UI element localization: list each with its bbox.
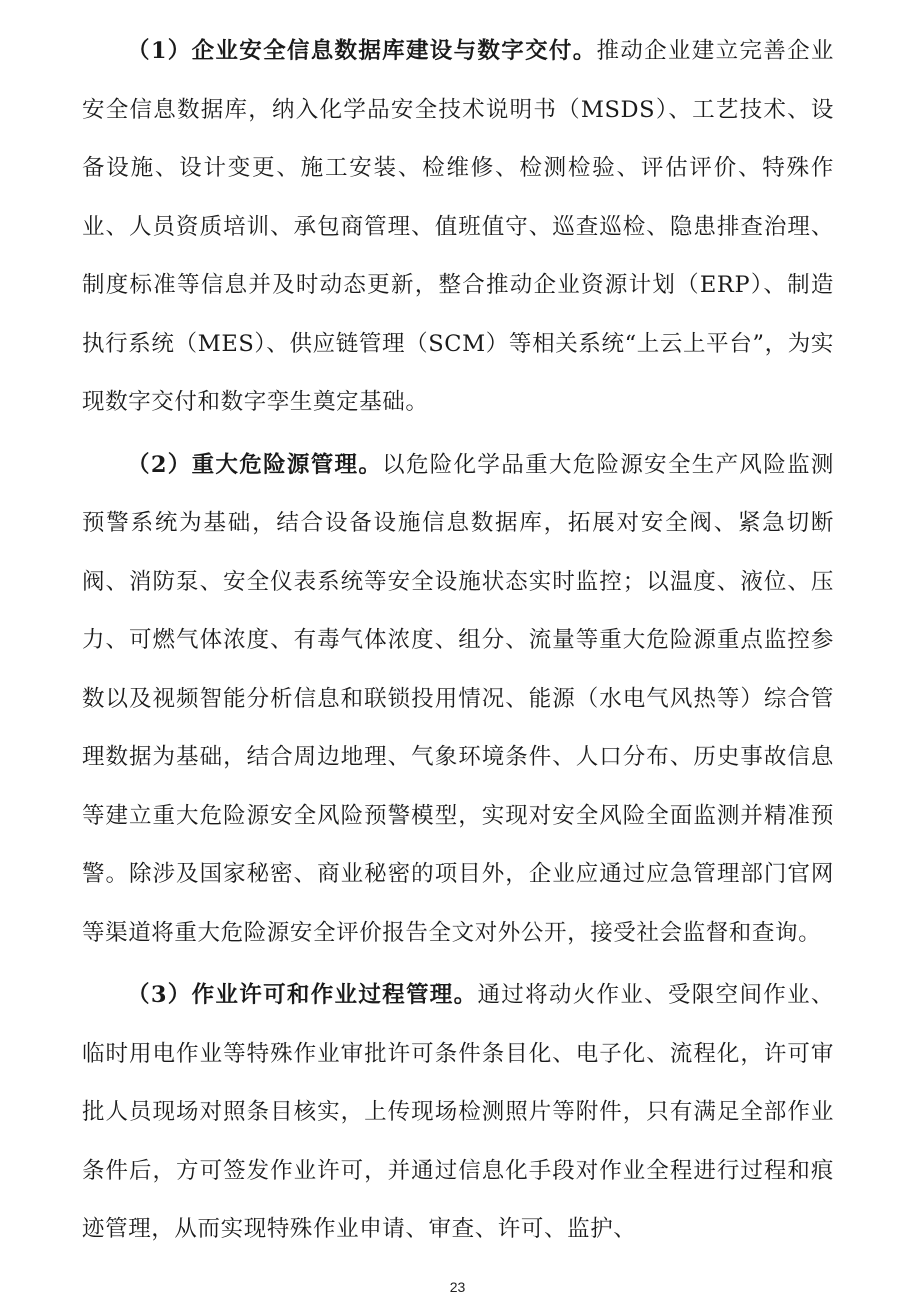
document-body — [82, 22, 834, 1263]
paragraph-work-permit-management — [82, 966, 834, 1259]
paragraph-heading: （3）作业许可和作业过程管理。 — [127, 982, 478, 1008]
paragraph-text: 推动企业建立完善企业安全信息数据库，纳入化学品安全技术说明书（MSDS）、工艺技术、设备设施、设计变更、施工安装、检维修、检测检验、评估评价、特殊作业、人员资质培训、承包商管理、值班值守、巡查巡检、隐患排查治理、制度标准等信息并及时动态更新，整合推动企业资源计划（ERP）、制造执行系统（MES）、供应链管理（SCM）等相关系统“上云上平台”，为实现数字交付和数字孪生奠定基础。 — [82, 38, 834, 415]
page-number: 23 — [449, 1279, 466, 1295]
paragraph-text: 以危险化学品重大危险源安全生产风险监测预警系统为基础，结合设备设施信息数据库，拓展对安全阀、紧急切断阀、消防泵、安全仪表系统等安全设施状态实时监控；以温度、液位、压力、可燃气体浓度、有毒气体浓度、组分、流量等重大危险源重点监控参数以及视频智能分析信息和联锁投用情况、能源（水电气风热等）综合管理数据为基础，结合周边地理、气象环境条件、人口分布、历史事故信息等建立重大危险源安全风险预警模型，实现对安全风险全面监测并精准预警。除涉及国家秘密、商业秘密的项目外，企业应通过应急管理部门官网等渠道将重大危险源安全评价报告全文对外公开，接受社会监督和查询。 — [82, 451, 834, 946]
paragraph-heading: （2）重大危险源管理。 — [127, 451, 383, 478]
paragraph-heading: （1）企业安全信息数据库建设与数字交付。 — [127, 38, 597, 64]
paragraph-database-construction — [82, 22, 834, 432]
paragraph-text: 通过将动火作业、受限空间作业、临时用电作业等特殊作业审批许可条件条目化、电子化、流程化，许可审批人员现场对照条目核实，上传现场检测照片等附件，只有满足全部作业条件后，方可签发作业许可，并通过信息化手段对作业全程进行过程和痕迹管理，从而实现特殊作业申请、审查、许可、监护、 — [82, 982, 834, 1242]
paragraph-major-hazard-management — [82, 436, 834, 963]
